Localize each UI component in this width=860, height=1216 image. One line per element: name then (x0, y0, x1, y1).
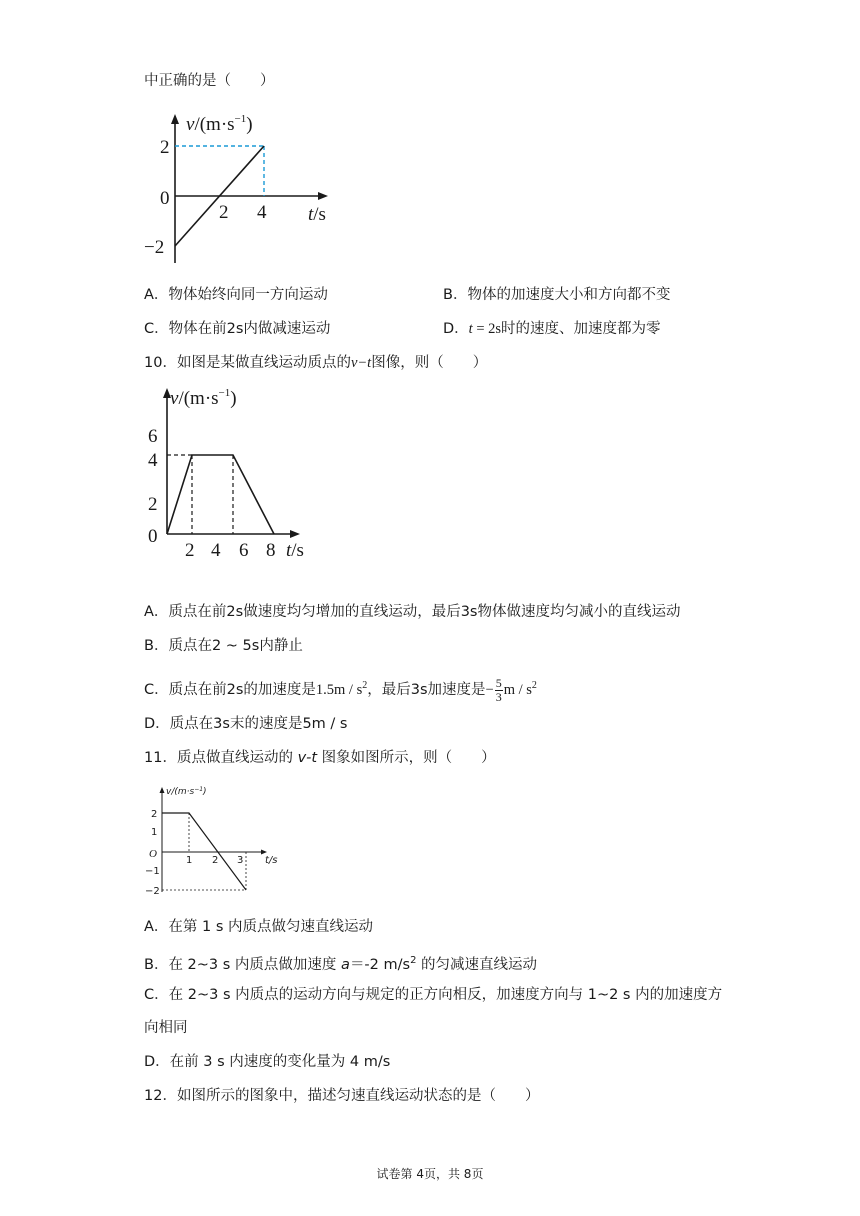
q11-option-b: B．在 2~3 s 内质点做加速度 a＝-2 $m/s^2$ 的匀减速直线运动 (144, 955, 538, 973)
q11-figure (142, 782, 292, 897)
q9-option-d: D．t = 2s时的速度、加速度都为零 (443, 321, 661, 337)
q10-data-line (167, 455, 274, 534)
q9-figure (140, 108, 340, 273)
q9-ylabel: $v/(m\cdot s^{-1})$ (186, 113, 253, 135)
fraction: $\frac{5}{3}$ (495, 675, 502, 704)
q10-option-b: B．质点在2 ~ 5s内静止 (144, 638, 303, 654)
q11-ytick-2: 2 (151, 809, 158, 820)
q11-ytick-1: 1 (151, 827, 158, 838)
q10-xtick-6: 6 (239, 540, 249, 561)
q11-ylabel: $v/(m\cdot s^{-1})$ (166, 786, 207, 797)
q10-ytick-6: 6 (148, 426, 158, 447)
q10-figure (142, 382, 332, 562)
q10-ytick-2: 2 (148, 494, 158, 515)
q9-x-arrow (318, 192, 328, 200)
q11-y-arrow (160, 787, 165, 793)
q10-option-a: A．质点在前2s做速度均匀增加的直线运动，最后3s物体做速度均匀减小的直线运动 (144, 604, 681, 620)
q9-xtick-2: 2 (219, 202, 229, 223)
q10-stem: 10．如图是某做直线运动质点的v−t图像，则（ ） (144, 355, 488, 371)
q10-ytick-4: 4 (148, 450, 158, 471)
q9-ytick-2: 2 (160, 137, 170, 158)
q11-origin: O (149, 848, 157, 860)
q10-xtick-4: 4 (211, 540, 221, 561)
q11-option-c-line1: C．在 2~3 s 内质点的运动方向与规定的正方向相反，加速度方向与 1~2 s 内的加速度方 (144, 987, 723, 1003)
q11-option-c-line2: 向相同 (144, 1020, 188, 1036)
q9-xtick-4: 4 (257, 202, 267, 223)
q10-x-arrow (290, 530, 300, 538)
q11-option-d: D．在前 3 s 内速度的变化量为 4 m/s (144, 1054, 391, 1070)
q9-xlabel: t/s (308, 204, 326, 225)
q10-xtick-8: 8 (266, 540, 276, 561)
q10-option-c: C．质点在前2s的加速度是$1.5m / s^2$，最后3s加速度是− $\frac{5}{3}$ m / $s^2$ (144, 675, 537, 704)
q9-y-arrow (171, 114, 179, 124)
q11-option-a: A．在第 1 s 内质点做匀速直线运动 (144, 919, 374, 935)
q9-ytick-neg2: −2 (144, 237, 165, 258)
q9-option-a: A．物体始终向同一方向运动 (144, 287, 328, 303)
q10-ylabel: $v/(m\cdot s^{-1})$ (170, 387, 237, 409)
page-footer: 试卷第 4页，共 8页 (376, 1167, 484, 1181)
q10-option-d: D．质点在3s末的速度是5m / s (144, 716, 348, 732)
q11-x-arrow (261, 850, 267, 855)
q9-ytick-0: 0 (160, 188, 170, 209)
q10-xlabel: t/s (286, 540, 304, 561)
q9-option-c: C．物体在前2s内做减速运动 (144, 321, 331, 337)
q11-xlabel: t/s (265, 855, 278, 866)
q10-xtick-2: 2 (185, 540, 195, 561)
q9-option-b: B．物体的加速度大小和方向都不变 (443, 287, 671, 303)
q11-xtick-2: 2 (212, 855, 219, 866)
q9-stem: 中正确的是（ ） (144, 73, 275, 89)
q12-stem: 12．如图所示的图象中，描述匀速直线运动状态的是（ ） (144, 1088, 540, 1104)
q10-ytick-0: 0 (148, 526, 158, 547)
q11-stem: 11．质点做直线运动的 v-t 图象如图所示，则（ ） (144, 750, 496, 766)
q11-ytick-neg2: −2 (145, 886, 160, 897)
q11-xtick-3: 3 (237, 855, 244, 866)
q11-ytick-neg1: −1 (145, 866, 160, 877)
q11-xtick-1: 1 (186, 855, 193, 866)
